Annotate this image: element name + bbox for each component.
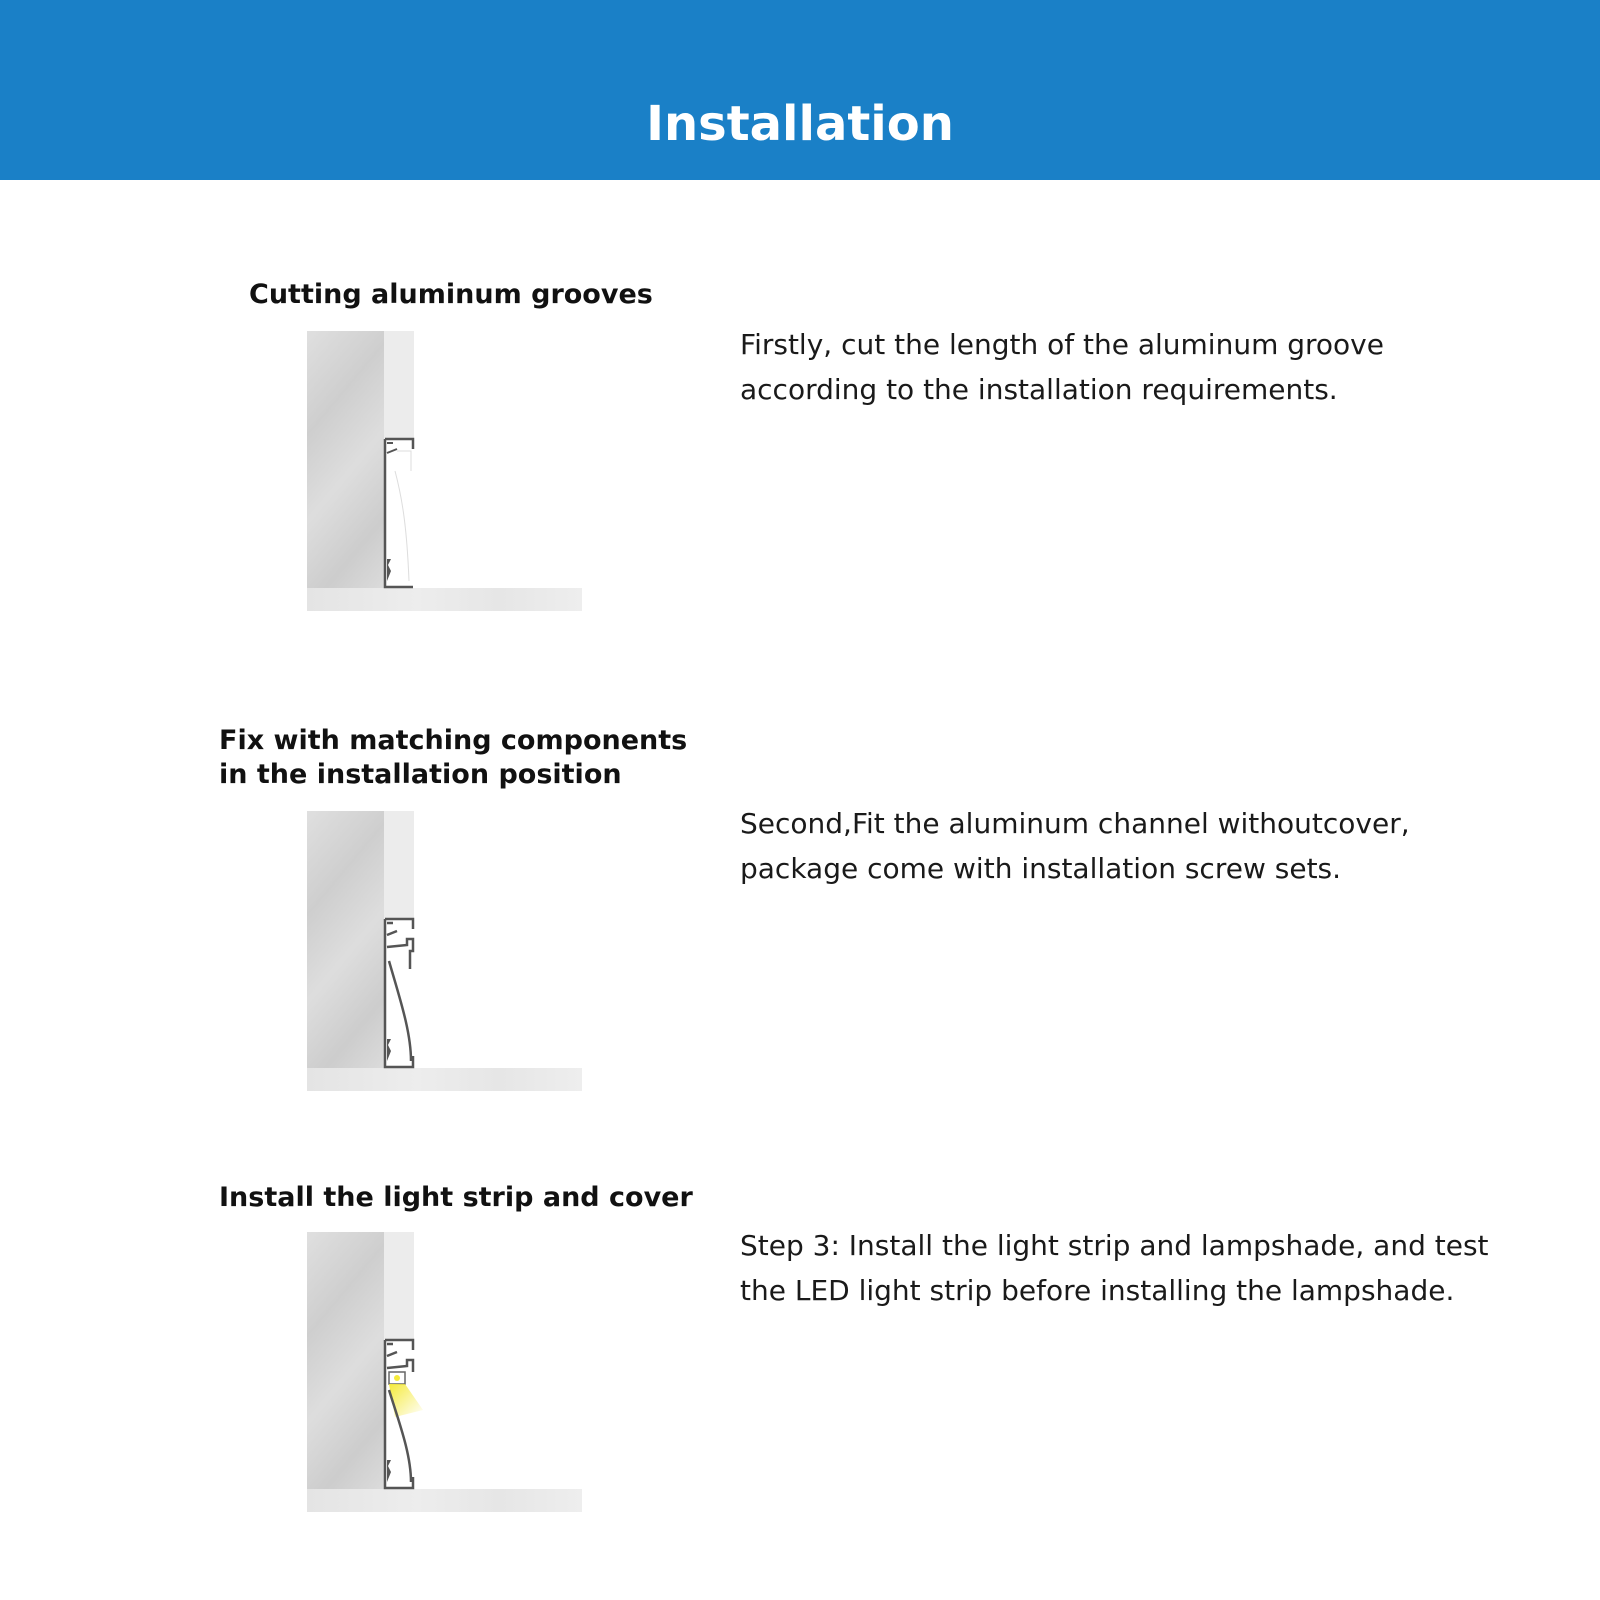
step-3-diagram [307,1232,582,1512]
step-2-title-line-1: Fix with matching components [219,725,688,756]
step-2-title [219,724,687,792]
light-beam-icon [389,1384,423,1417]
aluminum-profile-icon [307,331,582,611]
aluminum-profile-icon [307,811,582,1091]
step-3-description: Step 3: Install the light strip and lampshade, and test the LED light strip before installing the lampshade. [740,1229,1489,1307]
step-1-diagram [307,331,582,611]
step-2-title-line-2: in the installation position [219,759,622,790]
aluminum-profile-icon [307,1232,582,1512]
header-banner [0,0,1600,180]
step-2-diagram [307,811,582,1091]
page-title: Installation [646,96,954,152]
step-3-title: Install the light strip and cover [219,1182,693,1213]
step-1-description: Firstly, cut the length of the aluminum groove according to the installation requirements. [740,328,1384,406]
step-1-title: Cutting aluminum grooves [249,279,653,310]
step-2-description: Second,Fit the aluminum channel withoutcover, package come with installation screw sets. [740,807,1410,885]
